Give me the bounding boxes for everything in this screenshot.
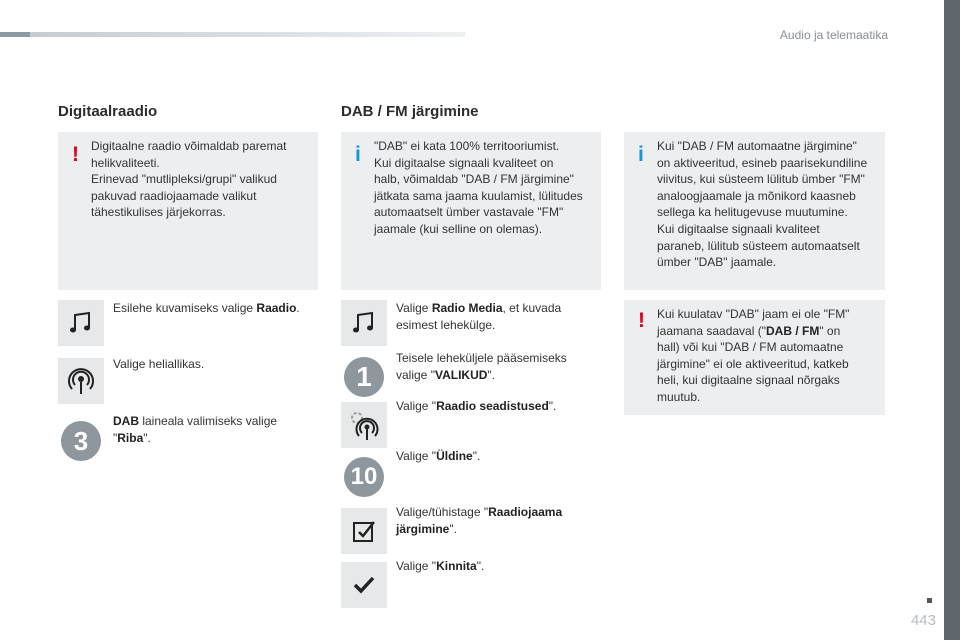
step-radio-media: Valige Radio Media, et kuvada esimest lehekülge. [396,301,562,332]
music-note-icon[interactable] [341,300,387,346]
step-badge-10: 10 [341,454,387,500]
dab-coverage-info-box [341,132,601,290]
info-icon: i [355,143,361,166]
step-select-band: DAB laineala valimiseks valige "Riba". [113,414,278,445]
auto-follow-note: Kui "DAB / FM automaatne järgimine" on aktiveeritud, esineb paarisekundiline viivitus, kui süsteem lülitub ümber "FM" analoogjaamale ja mõnikord kaasneb sellega ka helitugevuse muutumine. Kui digitaalse signaali kvaliteet paraneb, lülitub süsteem automaatselt ümber "DAB" jaamale. [657,139,868,270]
page-edge-strip [944,0,960,640]
section-title: Audio ja telemaatika [779,28,888,42]
step-badge-3: 3 [58,418,104,464]
digital-radio-note: Digitaalne raadio võimaldab paremat helikvaliteeti. Erinevad "mutlipleksi/grupi" valikud pakuvad raadiojaamade valikut tähestikulises järjekorras. [91,139,287,220]
auto-follow-info-box [624,132,885,290]
checkbox-toggle-icon[interactable] [341,508,387,554]
step-general: Valige "Üldine". [396,449,481,463]
page-number: 443 [910,612,936,629]
step-badge-1: 1 [341,354,387,400]
step-radio-settings: Valige "Raadio seadistused". [396,399,557,413]
step-station-follow: Valige/tühistage "Raadiojaama järgimine". [396,505,563,536]
radio-settings-icon[interactable] [341,402,387,448]
step-select-source: Valige heliallikas. [113,357,205,371]
step-options: Teisele leheküljele pääsemiseks valige "VALIKUD". [396,351,567,382]
dab-fm-title: DAB / FM järgimine [341,103,479,120]
header-rule [0,32,465,37]
signal-loss-warning-box [624,300,885,415]
warning-icon: ! [638,309,645,332]
confirm-check-icon[interactable] [341,562,387,608]
dab-coverage-note: "DAB" ei kata 100% territooriumist. Kui digitaalse signaali kvaliteet on halb, võimaldab "DAB / FM järgimine" jätkata sama jaama kuulamist, lülitudes automaatselt ümber vastavale "FM" jaamale (kui selline on olemas). [374,139,583,236]
warning-icon: ! [72,143,79,166]
info-icon: i [638,143,644,166]
step-confirm: Valige "Kinnita". [396,559,485,573]
radio-waves-icon[interactable] [58,358,104,404]
music-note-icon[interactable] [58,300,104,346]
digital-radio-title: Digitaalraadio [58,103,158,120]
signal-loss-note: Kui kuulatav "DAB" jaam ei ole "FM" jaamana saadaval ("DAB / FM" on hall) või kui "DAB / FM automaatne järgimine" ei ole aktiveeritud, katkeb heli, kui digitaalne signaal nõrgaks muutub. [657,307,850,404]
continuation-marker [927,598,932,603]
digital-radio-warning-box [58,132,318,290]
step-home-radio: Esilehe kuvamiseks valige Raadio. [113,301,300,315]
